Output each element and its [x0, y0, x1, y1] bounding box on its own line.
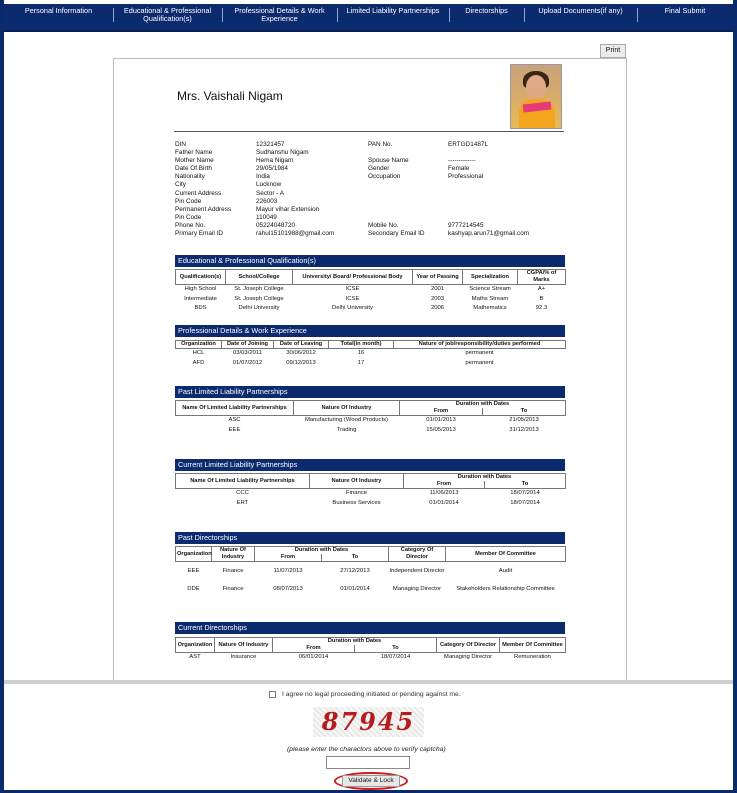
info-row: 29/05/1984: [256, 165, 288, 173]
column-header: Nature Of Industry: [310, 474, 404, 489]
table-cell: 92.3: [535, 305, 548, 312]
table-cell: Insurance: [230, 654, 257, 660]
info-row: DIN: [175, 141, 187, 148]
table-cell: High School: [184, 286, 217, 292]
info-row: Mother Name: [175, 157, 214, 165]
info-row: rahul15101988@gmail.com: [256, 230, 335, 238]
table-cell: 06/01/2014: [298, 654, 329, 660]
table-cell: ICSE: [345, 295, 360, 302]
validate-lock-button[interactable]: Validate & Lock: [342, 775, 400, 787]
table-cell: 01/07/2012: [232, 359, 263, 366]
info-row: City: [175, 181, 187, 189]
info-row: Current Address: [175, 189, 222, 197]
info-row: Father Name: [175, 149, 213, 157]
table-cell: St. Joseph College: [234, 295, 284, 302]
column-header: Duration with Dates: [255, 547, 389, 555]
table-cell: BDS: [194, 305, 207, 312]
section-title-current-llp: Current Limited Liability Partnerships: [175, 459, 565, 471]
info-row: Hema Nigam: [256, 157, 294, 165]
wizard-tabs: [4, 4, 733, 32]
table-cell: Independent Director: [389, 567, 445, 574]
table-cell: Finance: [222, 567, 244, 574]
table-cell: Finance: [222, 586, 244, 593]
education-table: [175, 269, 566, 314]
section-title-past-llp: Past Limited Liability Partnerships: [175, 386, 565, 398]
table-cell: 01/01/2014: [429, 499, 459, 506]
table-header-row: [176, 638, 566, 646]
tab-directorships[interactable]: Directorships: [449, 4, 524, 30]
info-row: Sudhanshu Nigam: [256, 149, 309, 157]
table-cell: 2001: [430, 286, 445, 292]
divider-strip: [4, 680, 733, 684]
table-row: [176, 653, 566, 663]
info-row: 12321457: [256, 141, 285, 148]
frame-left: [0, 0, 4, 793]
table-cell: Manufacturing (Wood Products): [304, 417, 389, 423]
table-row: [176, 426, 566, 436]
table-row: [176, 489, 566, 499]
info-row: Date Of Birth: [175, 165, 212, 173]
agreement-row: [269, 691, 461, 698]
info-row: ERTGD1487L: [448, 141, 489, 148]
column-header: Date of Leaving: [274, 341, 329, 349]
tab-upload-documents[interactable]: Upload Documents(if any): [524, 4, 637, 30]
info-row: Primary Email ID: [175, 230, 223, 238]
profile-preview: [113, 58, 627, 682]
table-cell: Maths Stream: [471, 295, 509, 302]
personal-labels-right: [368, 141, 424, 238]
table-cell: AFD: [192, 359, 205, 366]
table-cell: 11/06/2013: [429, 490, 459, 496]
column-header: School/College: [226, 270, 293, 285]
column-subheader: To: [483, 408, 566, 416]
info-row: Spouse Name: [368, 157, 409, 165]
table-row: [176, 581, 566, 600]
table-cell: Business Services: [332, 499, 381, 506]
column-header: Name Of Limited Liability Partnerships: [176, 401, 294, 416]
info-row: Sector - A: [256, 189, 285, 197]
table-cell: ERT: [236, 499, 249, 506]
tab-educational-qualifications[interactable]: Educational & Professional Qualification(s): [113, 4, 222, 30]
table-cell: Science Stream: [469, 286, 511, 292]
info-row: [368, 190, 424, 198]
column-subheader: From: [273, 645, 355, 653]
info-row: Pin Code: [175, 197, 202, 205]
print-button[interactable]: Print: [600, 44, 626, 58]
table-cell: Delhi University: [332, 305, 373, 312]
table-cell: CCC: [236, 490, 249, 496]
photo-face: [526, 75, 546, 99]
column-header: Organization: [176, 638, 215, 653]
table-cell: 11/07/2013: [273, 567, 303, 574]
info-row: Occupation: [368, 173, 401, 181]
table-cell: EEE: [228, 426, 241, 433]
info-row: 226003: [256, 197, 278, 205]
table-cell: 16: [357, 350, 365, 356]
agree-checkbox[interactable]: [269, 691, 276, 698]
table-cell: EEE: [187, 567, 200, 574]
column-subheader: To: [355, 645, 437, 653]
table-cell: A+: [537, 286, 546, 292]
info-row: [448, 198, 529, 206]
table-cell: permanent: [465, 350, 494, 356]
table-cell: St. Joseph College: [234, 286, 284, 292]
column-header: Nature of job/responsibility/duties performed: [394, 341, 566, 349]
column-header: Category Of Director: [437, 638, 500, 653]
column-header: Nature Of Industry: [212, 547, 255, 562]
info-row: [368, 206, 424, 214]
info-row: [448, 190, 529, 198]
past-llp-table: [175, 400, 566, 435]
table-cell: Mathematics: [473, 305, 507, 312]
info-row: Gender: [368, 165, 390, 173]
info-row: [368, 198, 424, 206]
column-subheader: From: [400, 408, 483, 416]
info-row: Mayur vihar Extension: [256, 205, 320, 213]
section-title-past-directorships: Past Directorships: [175, 532, 565, 544]
info-row: Lucknow: [256, 181, 282, 189]
table-cell: 01/01/2013: [426, 417, 456, 423]
column-header: Duration with Dates: [404, 474, 566, 482]
table-row: [176, 285, 566, 295]
applicant-name: Mrs. Vaishali Nigam: [177, 89, 283, 103]
tab-limited-liability-partnerships[interactable]: Limited Liability Partnerships: [337, 4, 449, 30]
info-row: [448, 181, 529, 189]
section-title-education: Educational & Professional Qualification(s): [175, 255, 565, 267]
info-row: [448, 149, 529, 157]
column-header: Qualification(s): [176, 270, 226, 285]
info-row: Mobile No.: [368, 221, 399, 229]
info-row: Professional: [448, 173, 484, 181]
column-subheader: To: [322, 554, 389, 562]
table-row: [176, 359, 566, 369]
table-cell: ASC: [228, 417, 241, 423]
table-row: [176, 349, 566, 359]
column-header: CGPA/% of Marks: [518, 270, 566, 285]
table-header-row: [176, 547, 566, 555]
table-cell: Managing Director: [392, 586, 442, 593]
table-cell: 2003: [430, 295, 445, 302]
table-row: [176, 304, 566, 314]
table-cell: 03/03/2011: [232, 350, 263, 356]
table-cell: 18/07/2014: [510, 499, 540, 506]
table-cell: Managing Director: [443, 654, 493, 660]
info-row: 110049: [256, 213, 277, 221]
column-subheader: To: [485, 481, 566, 489]
current-llp-table: [175, 473, 566, 508]
section-title-current-directorships: Current Directorships: [175, 622, 565, 634]
info-row: [448, 206, 529, 214]
info-row: PAN No.: [368, 141, 393, 148]
info-row: 9777214545: [448, 221, 484, 229]
info-row: India: [256, 173, 270, 181]
table-cell: 21/05/2013: [509, 417, 539, 423]
table-row: [176, 416, 566, 426]
table-cell: 01/01/2014: [340, 586, 370, 593]
table-cell: 27/12/2013: [340, 567, 370, 574]
table-cell: 09/12/2013: [286, 359, 316, 366]
section-title-work: Professional Details & Work Experience: [175, 325, 565, 337]
info-row: [448, 214, 529, 222]
table-header-row: [176, 341, 566, 349]
info-row: [368, 181, 424, 189]
tab-final-submit[interactable]: Final Submit: [637, 4, 733, 30]
info-row: [368, 214, 424, 222]
table-header-row: [176, 474, 566, 482]
table-cell: HCL: [192, 350, 205, 356]
info-row: 05224048720: [256, 221, 296, 229]
table-cell: Stakeholders Relationship Committee: [456, 586, 555, 593]
column-header: Nature Of Industry: [215, 638, 273, 653]
header-divider: [174, 131, 564, 132]
info-row: kashyap.arun71@gmail.com: [448, 230, 530, 238]
table-header-row: [176, 401, 566, 409]
captcha-hint: (please enter the charactors above to verify captcha): [287, 746, 446, 753]
table-cell: DDE: [187, 586, 200, 593]
personal-values-left: [256, 141, 334, 238]
table-cell: 2006: [430, 305, 445, 312]
work-table: [175, 340, 566, 368]
frame-right: [733, 0, 737, 793]
table-cell: Intermediate: [184, 295, 217, 302]
table-cell: 17: [357, 359, 365, 366]
table-cell: 18/07/2014: [510, 490, 540, 496]
column-header: University/ Board/ Professional Body: [293, 270, 413, 285]
table-cell: Audit: [498, 567, 513, 574]
table-cell: Finance: [346, 490, 367, 496]
column-subheader: From: [255, 554, 322, 562]
table-cell: 31/12/2013: [509, 426, 539, 433]
column-header: Duration with Dates: [273, 638, 437, 646]
table-cell: 30/06/2012: [286, 350, 316, 356]
table-cell: B: [539, 295, 544, 302]
table-cell: 08/07/2013: [273, 586, 303, 593]
column-header: Total(in month): [329, 341, 394, 349]
info-row: Nationality: [175, 173, 205, 181]
personal-labels-left: [175, 141, 231, 238]
info-row: -------------: [448, 157, 476, 165]
table-cell: permanent: [465, 359, 494, 366]
column-header: Year of Passing: [413, 270, 463, 285]
past-directorships-table: [175, 546, 566, 600]
table-cell: Remuneration: [513, 654, 551, 660]
column-header: Organization: [176, 547, 212, 562]
table-header-row: [176, 270, 566, 285]
info-row: Phone No.: [175, 221, 206, 229]
column-header: Category Of Director: [389, 547, 446, 562]
info-row: Permanent Address: [175, 205, 232, 213]
column-header: Nature Of Industry: [294, 401, 400, 416]
column-header: Date of Joining: [222, 341, 274, 349]
tab-personal-information[interactable]: Personal Information: [24, 6, 93, 15]
table-cell: AST: [189, 654, 201, 660]
agree-label: I agree no legal proceeding initiated or pending against me.: [282, 691, 461, 698]
captcha-image: 87945: [313, 707, 424, 737]
info-row: Female: [448, 165, 470, 173]
column-subheader: From: [404, 481, 485, 489]
profile-photo: [510, 64, 562, 129]
column-header: Member Of Committee: [500, 638, 566, 653]
table-cell: 18/07/2014: [380, 654, 411, 660]
table-cell: 15/05/2013: [426, 426, 456, 433]
column-header: Specialization: [463, 270, 518, 285]
table-row: [176, 499, 566, 509]
current-directorships-table: [175, 637, 566, 663]
table-cell: Delhi University: [238, 305, 280, 312]
column-header: Name Of Limited Liability Partnerships: [176, 474, 310, 489]
info-row: Pin Code: [175, 213, 202, 221]
column-header: Member Of Committee: [446, 547, 566, 562]
table-row: [176, 562, 566, 581]
captcha-input[interactable]: [326, 756, 410, 769]
column-header: Duration with Dates: [400, 401, 566, 409]
info-row: Secondary Email ID: [368, 230, 425, 238]
personal-values-right: [448, 141, 529, 238]
table-cell: ICSE: [345, 286, 360, 292]
table-row: [176, 295, 566, 305]
table-cell: Trading: [336, 426, 357, 433]
column-header: Organization: [176, 341, 222, 349]
info-row: [368, 149, 424, 157]
tab-professional-details[interactable]: Professional Details & Work Experience: [222, 4, 337, 30]
